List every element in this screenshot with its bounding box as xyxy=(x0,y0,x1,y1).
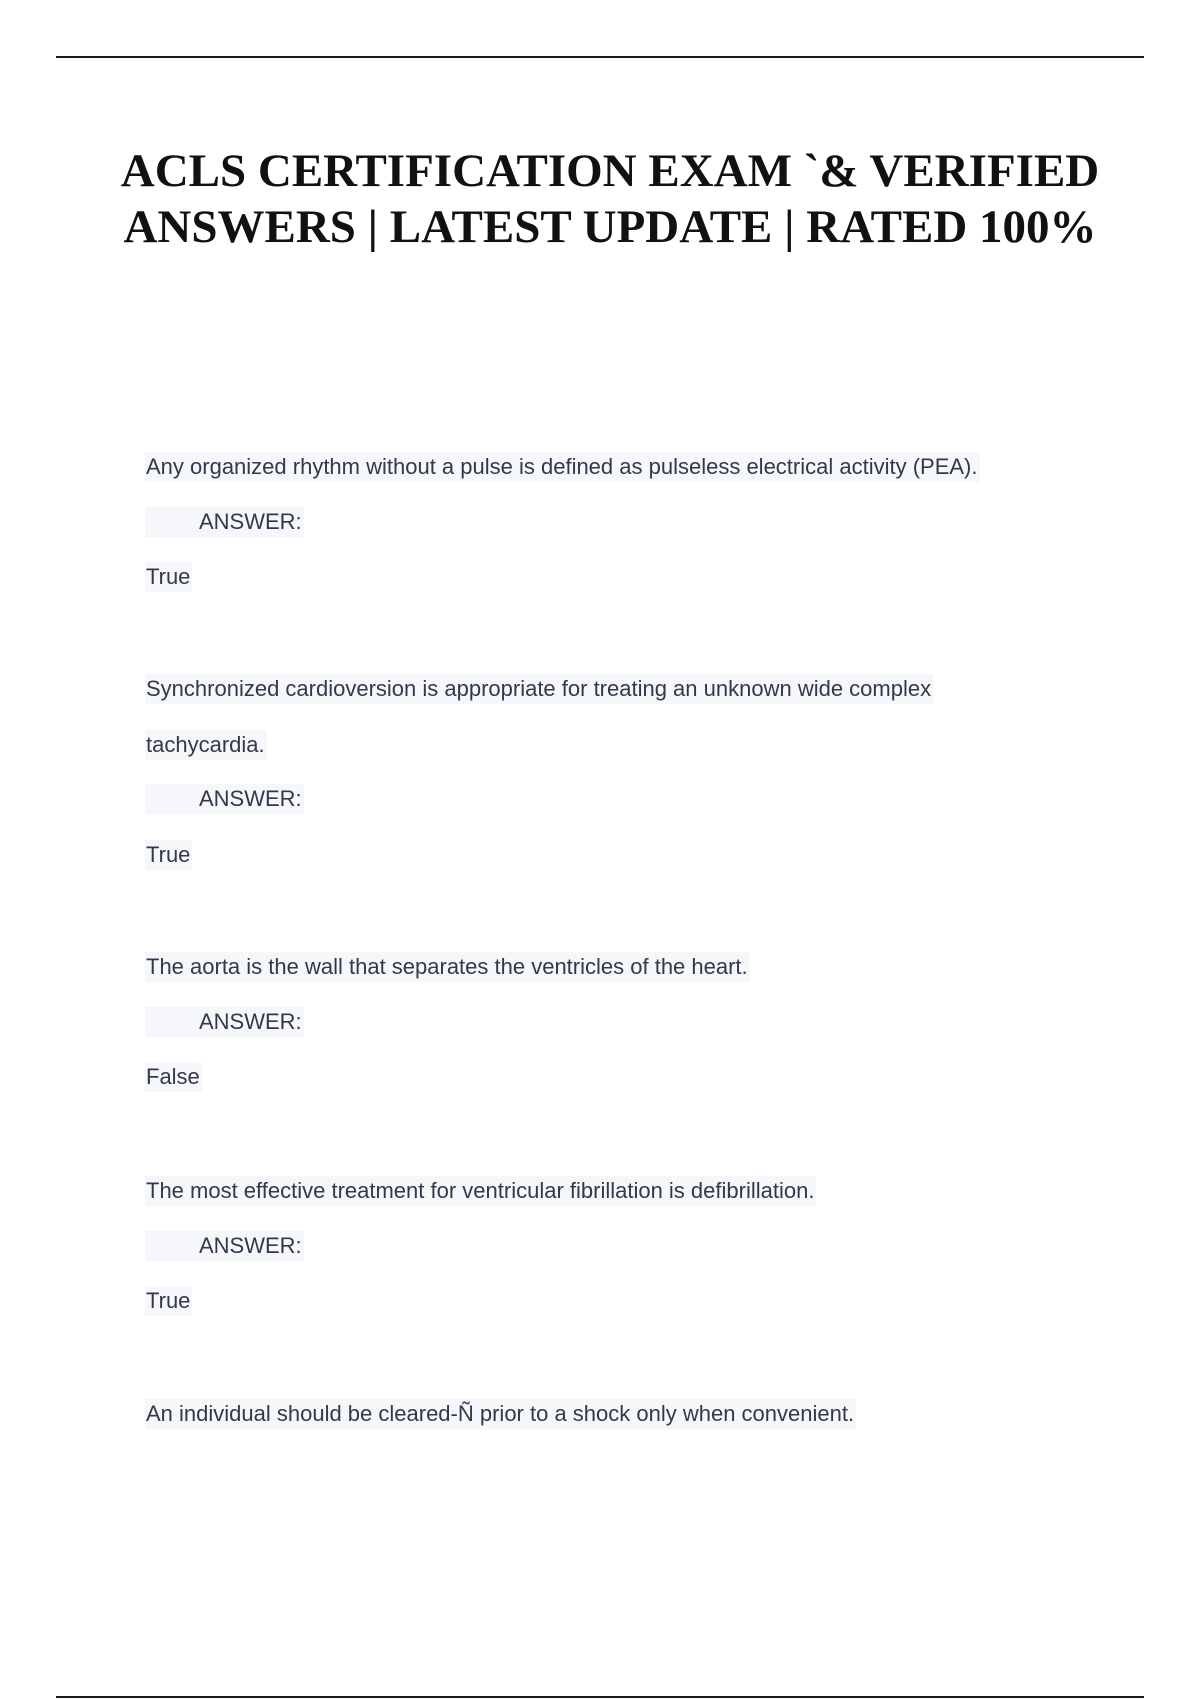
page-title: ACLS CERTIFICATION EXAM `& VERIFIED ANSWERS | LATEST UPDATE | RATED 100% xyxy=(120,145,1100,253)
answer-value: True xyxy=(145,562,192,592)
answer-value: False xyxy=(145,1062,202,1092)
question-text: The most effective treatment for ventricular fibrillation is defibrillation. xyxy=(145,1176,816,1206)
top-rule xyxy=(56,56,1144,58)
answer-label: ANSWER: xyxy=(145,507,304,537)
answer-value: True xyxy=(145,840,192,870)
question-text: Synchronized cardioversion is appropriate for treating an unknown wide complex xyxy=(145,674,933,704)
question-text-continued: tachycardia. xyxy=(145,730,267,760)
answer-label: ANSWER: xyxy=(145,1007,304,1037)
answer-value: True xyxy=(145,1286,192,1316)
question-text: The aorta is the wall that separates the ventricles of the heart. xyxy=(145,952,750,982)
bottom-rule xyxy=(56,1696,1144,1698)
question-text: An individual should be cleared-Ñ prior to a shock only when convenient. xyxy=(145,1399,856,1429)
question-text: Any organized rhythm without a pulse is defined as pulseless electrical activity (PEA). xyxy=(145,452,980,482)
answer-label: ANSWER: xyxy=(145,784,304,814)
answer-label: ANSWER: xyxy=(145,1231,304,1261)
